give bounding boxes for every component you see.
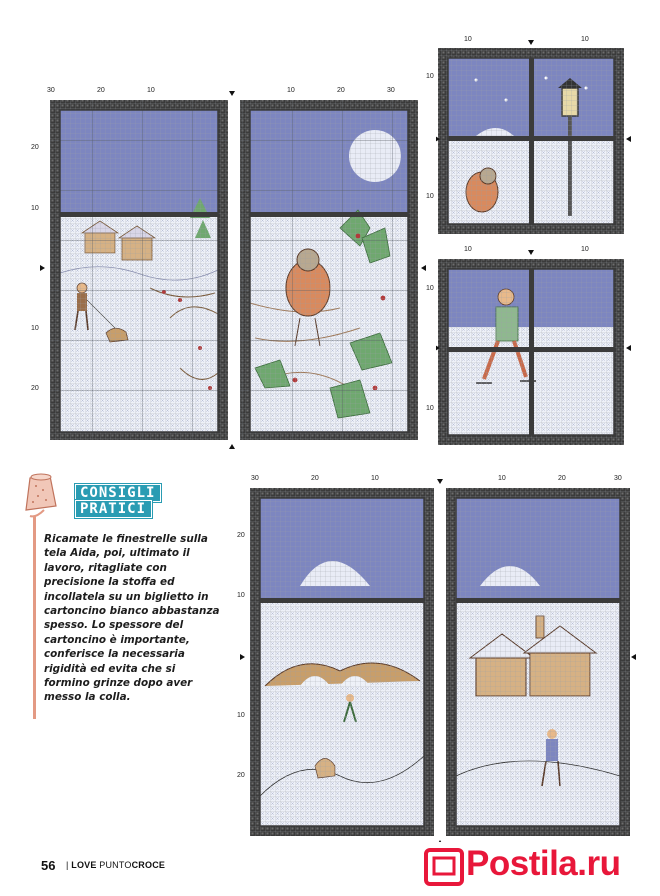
axis-top-label: 10: [371, 475, 379, 482]
axis-top-label: 30: [251, 475, 259, 482]
thimble-icon: [16, 472, 76, 522]
axis-top-label: 10: [581, 36, 589, 43]
postila-logo-icon: [424, 848, 464, 886]
axis-top-label: 30: [387, 87, 395, 94]
tip-title-line2: PRATICI: [76, 501, 151, 517]
page-number: 56: [41, 858, 56, 873]
brand-separator: |: [66, 860, 69, 870]
axis-side-label: 10: [426, 193, 434, 200]
axis-side-label: 10: [237, 712, 245, 719]
chart-window-lantern-robin: [426, 36, 642, 236]
tip-text: Ricamate le finestrelle sulla tela Aida, poi, ultimato il lavoro, ritagliate con precisione la stoffa ed incollatela su un biglietto in cartoncino bianco abbastanza spesso. Lo spessore del cartoncino è importante, conferisce la necessaria rigidità ed evita che si formino grinze dopo aver messo la colla.: [44, 533, 220, 704]
axis-top-label: 20: [337, 87, 345, 94]
axis-top-label: 10: [287, 87, 295, 94]
axis-top-label: 10: [581, 246, 589, 253]
brand-love: LOVE: [71, 860, 97, 870]
axis-side-label: 10: [237, 592, 245, 599]
tip-box: [16, 472, 228, 722]
chart-window-village: [237, 475, 636, 846]
axis-top-label: 20: [97, 87, 105, 94]
watermark-text: Postila.ru: [466, 844, 621, 883]
axis-side-label: 20: [31, 385, 39, 392]
axis-side-label: 10: [426, 405, 434, 412]
axis-top-label: 20: [311, 475, 319, 482]
panel-left: [50, 100, 228, 440]
panel-right: [240, 100, 418, 440]
tip-title-line1: CONSIGLI: [76, 485, 160, 501]
axis-side-label: 20: [237, 532, 245, 539]
tip-accent-line: [33, 516, 36, 719]
axis-side-label: 10: [426, 285, 434, 292]
axis-side-label: 10: [31, 325, 39, 332]
magazine-brand: [66, 860, 165, 870]
brand-croce: CROCE: [131, 860, 166, 870]
axis-top-label: 30: [47, 87, 55, 94]
axis-top-label: 10: [498, 475, 506, 482]
axis-side-label: 20: [237, 772, 245, 779]
chart-window-skater: [426, 246, 642, 447]
axis-side-label: 10: [31, 205, 39, 212]
axis-side-label: 10: [426, 73, 434, 80]
tip-title: [76, 485, 160, 517]
axis-top-label: 10: [147, 87, 155, 94]
brand-punto: PUNTO: [99, 860, 132, 870]
axis-top-label: 10: [464, 246, 472, 253]
axis-top-label: 10: [464, 36, 472, 43]
watermark: [420, 842, 656, 888]
axis-top-label: 20: [558, 475, 566, 482]
axis-side-label: 20: [31, 144, 39, 151]
chart-window-landscape: [31, 87, 426, 452]
axis-top-label: 30: [614, 475, 622, 482]
